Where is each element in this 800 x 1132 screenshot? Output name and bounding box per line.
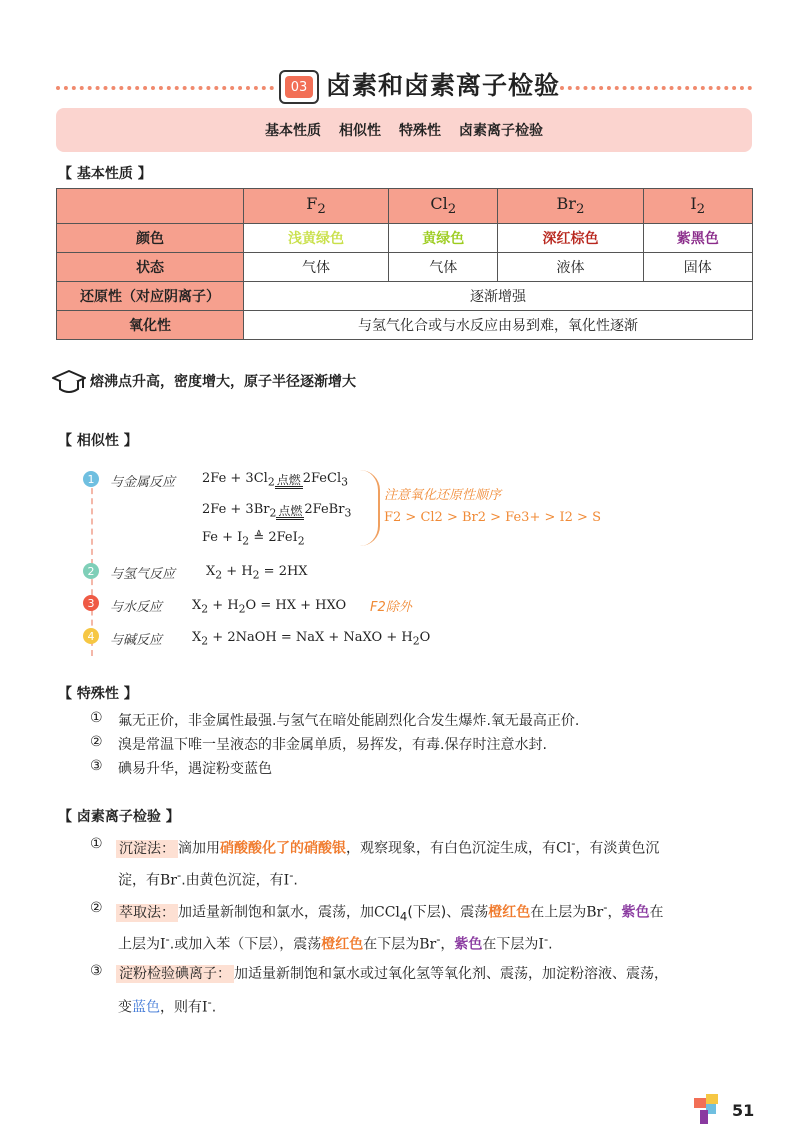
state-f2: 气体	[244, 253, 389, 282]
oxidizing-trend: 与氢气化合或与水反应由易到难，氧化性逐渐	[244, 311, 753, 340]
graduation-cap-icon	[52, 369, 86, 399]
test-line-3a: 淀粉检验碘离子： 加适量新制饱和氯水或过氧化氢等氧化剂、震荡，加淀粉溶液、震荡，	[116, 963, 668, 983]
row-label-color: 颜色	[57, 224, 244, 253]
equation-fe-cl2: $2Fe + 3Cl_2$ 点燃 2FeCl$_3$	[202, 471, 348, 489]
header-dots-left	[56, 86, 274, 90]
special-marker-1: ①	[90, 710, 103, 726]
step-3-label: 与水反应	[110, 600, 163, 615]
color-br2: 深红棕色	[498, 224, 643, 253]
step-4-marker: 4	[83, 628, 99, 644]
step-2-marker: 2	[83, 563, 99, 579]
banner-item: 卤素离子检验	[459, 123, 543, 139]
test-line-2a: 萃取法： 加适量新制饱和氯水，震荡，加CCl$_4$(下层)、震荡橙红色在上层为Br-，紫色在	[116, 900, 663, 923]
topic-banner	[56, 108, 752, 152]
test-line-3b: 变蓝色，则有I-.	[118, 995, 217, 1016]
element-i2: $I_2$	[643, 189, 753, 224]
banner-item: 特殊性	[399, 123, 441, 139]
order-sequence: F2 > Cl2 > Br2 > Fe3+ > I2 > S	[384, 510, 601, 525]
element-f2: $F_2$	[244, 189, 389, 224]
test-marker-1: ①	[90, 836, 103, 852]
section-number-box	[279, 70, 319, 104]
row-label-reducing: 还原性（对应阴离子）	[57, 282, 244, 311]
special-line-1: 氟无正价，非金属性最强.与氢气在暗处能剧烈化合发生爆炸.氧无最高正价.	[118, 713, 580, 729]
page-title: 卤素和卤素离子检验	[326, 71, 561, 100]
row-label-state: 状态	[57, 253, 244, 282]
element-br2: $Br_2$	[498, 189, 643, 224]
order-side-note: 注意氧化还原性顺序	[384, 488, 502, 503]
banner-item: 基本性质	[265, 123, 321, 139]
element-cl2: $Cl_2$	[389, 189, 498, 224]
color-i2: 紫黑色	[643, 224, 753, 253]
equation-fe-i2: $Fe + I_2$ ≜ 2FeI$_2$	[202, 530, 305, 548]
special-marker-3: ③	[90, 758, 103, 774]
section-heading-test: 【 卤素离子检验 】	[58, 809, 180, 825]
special-marker-2: ②	[90, 734, 103, 750]
page-number: 51	[732, 1101, 755, 1120]
step-3-marker: 3	[83, 595, 99, 611]
row-label-oxidizing: 氧化性	[57, 311, 244, 340]
logo-icon	[692, 1092, 722, 1132]
properties-table	[56, 188, 753, 340]
test-line-1a: 沉淀法： 滴加用硝酸酸化了的硝酸银，观察现象，有白色沉淀生成，有Cl-，有淡黄色沉	[116, 836, 659, 858]
test-line-2b: 上层为I-.或加入苯（下层），震荡橙红色在下层为Br-，紫色在下层为I-.	[118, 932, 553, 953]
banner-item: 相似性	[339, 123, 381, 139]
trend-note: 熔沸点升高，密度增大，原子半径逐渐增大	[90, 374, 356, 390]
color-f2: 浅黄绿色	[244, 224, 389, 253]
test-line-1b: 淀，有Br-.由黄色沉淀，有I-.	[118, 868, 298, 889]
color-cl2: 黄绿色	[389, 224, 498, 253]
reducing-trend: 逐渐增强	[244, 282, 753, 311]
test-marker-2: ②	[90, 900, 103, 916]
step-1-label: 与金属反应	[110, 475, 176, 490]
table-corner	[57, 189, 244, 224]
special-line-3: 碘易升华，遇淀粉变蓝色	[118, 761, 272, 777]
step-1-marker: 1	[83, 471, 99, 487]
state-br2: 液体	[498, 253, 643, 282]
order-bracket	[360, 470, 380, 546]
section-number: 03	[285, 76, 313, 98]
section-heading-similar: 【 相似性 】	[58, 433, 138, 449]
header-dots-right	[560, 86, 752, 90]
section-heading-special: 【 特殊性 】	[58, 686, 138, 702]
equation-water: $X_2 + H_2O$ = HX + HXO	[192, 598, 347, 616]
state-cl2: 气体	[389, 253, 498, 282]
step-2-label: 与氢气反应	[110, 567, 176, 582]
f2-exception: F2除外	[370, 600, 412, 615]
test-marker-3: ③	[90, 963, 103, 979]
equation-hydrogen: $X_2 + H_2 = 2HX$	[206, 564, 308, 582]
equation-base: $X_2$ + 2NaOH = NaX + NaXO + $H_2O$	[192, 630, 431, 648]
equation-fe-br2: $2Fe + 3Br_2$ 点燃 2FeBr$_3$	[202, 502, 352, 520]
special-line-2: 溴是常温下唯一呈液态的非金属单质，易挥发，有毒.保存时注意水封.	[118, 737, 547, 753]
state-i2: 固体	[643, 253, 753, 282]
section-heading-basic: 【 基本性质 】	[58, 166, 152, 182]
step-4-label: 与碱反应	[110, 633, 163, 648]
